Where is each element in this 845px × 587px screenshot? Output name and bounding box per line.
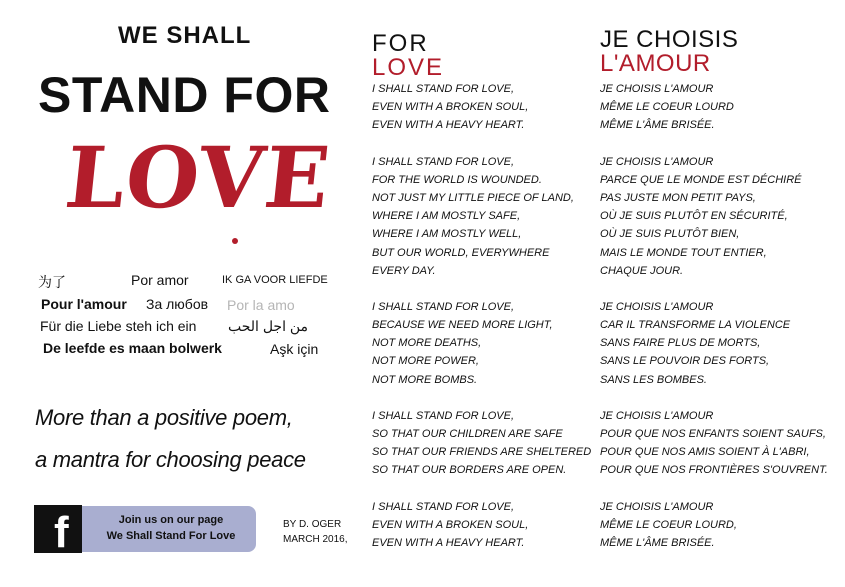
facebook-icon[interactable]: f	[34, 505, 82, 553]
lang-dutch: IK GA VOOR LIEFDE	[222, 274, 328, 286]
poem-line: SO THAT OUR FRIENDS ARE SHELTERED	[372, 446, 592, 459]
poem-line: BUT OUR WORLD, EVERYWHERE	[372, 246, 550, 259]
french-title-je-choisis: JE CHOISIS	[600, 26, 739, 53]
french-stanza	[600, 80, 828, 135]
poem-line: CAR IL TRANSFORME LA VIOLENCE	[600, 319, 791, 332]
poem-line: I SHALL STAND FOR LOVE,	[372, 83, 515, 95]
facebook-line-1: Join us on our page	[118, 514, 224, 526]
facebook-banner-text[interactable]	[86, 512, 256, 544]
poem-line: EVEN WITH A HEAVY HEART.	[372, 536, 525, 549]
poem-line: OÙ JE SUIS PLUTÔT EN SÉCURITÉ,	[600, 210, 788, 223]
poem-line: JE CHOISIS L'AMOUR	[600, 500, 714, 513]
french-stanza	[600, 407, 828, 480]
lang-german: Für die Liebe steh ich ein	[40, 318, 197, 334]
french-poem	[600, 80, 828, 570]
lang-turkish: Aşk için	[270, 341, 319, 357]
poem-line: PAS JUSTE MON PETIT PAYS,	[600, 191, 756, 204]
poem-line: SANS LES BOMBES.	[600, 373, 707, 386]
poem-line: EVEN WITH A HEAVY HEART.	[372, 119, 525, 132]
lang-flemish: De leefde es maan bolwerk	[43, 340, 222, 356]
poem-line: I SHALL STAND FOR LOVE,	[372, 300, 515, 313]
poem-line: SANS FAIRE PLUS DE MORTS,	[600, 337, 761, 350]
english-title-for: FOR	[372, 30, 429, 57]
poem-line: POUR QUE NOS FRONTIÈRES S'OUVRENT.	[600, 464, 828, 477]
poem-line: PARCE QUE LE MONDE EST DÉCHIRÉ	[600, 173, 802, 186]
lang-french: Pour l'amour	[41, 296, 127, 312]
poem-line: WHERE I AM MOSTLY SAFE,	[372, 210, 521, 223]
poem-line: NOT MORE DEATHS,	[372, 337, 482, 350]
poem-line: EVEN WITH A BROKEN SOUL,	[372, 101, 529, 114]
poem-line: JE CHOISIS L'AMOUR	[600, 409, 714, 422]
paint-splash	[232, 238, 238, 244]
french-stanza	[600, 153, 828, 280]
facebook-line-2: We Shall Stand For Love	[106, 530, 236, 542]
french-stanza	[600, 498, 828, 553]
poem-line: NOT MORE POWER,	[372, 355, 479, 368]
lang-spanish: Por amor	[131, 272, 189, 288]
english-stanza	[372, 407, 591, 480]
poem-line: CHAQUE JOUR.	[600, 264, 684, 277]
poem-line: BECAUSE WE NEED MORE LIGHT,	[372, 319, 553, 332]
byline	[283, 517, 347, 547]
heading-we-shall: WE SHALL	[118, 22, 252, 49]
english-stanza	[372, 153, 591, 280]
poem-line: MÊME LE COEUR LOURD	[600, 101, 734, 114]
poem-line: I SHALL STAND FOR LOVE,	[372, 409, 515, 422]
poem-line: NOT MORE BOMBS.	[372, 373, 478, 386]
heading-love: LOVE	[60, 128, 336, 227]
french-stanza	[600, 298, 828, 389]
poem-line: JE CHOISIS L'AMOUR	[600, 83, 714, 95]
poem-line: MÊME L'ÂME BRISÉE.	[600, 536, 715, 549]
lang-arabic: من اجل الحب	[228, 318, 309, 334]
english-stanza	[372, 498, 591, 553]
poem-line: MÊME LE COEUR LOURD,	[600, 518, 737, 531]
byline-date: MARCH 2016,	[283, 534, 348, 545]
byline-author: BY D. OGER	[283, 519, 342, 530]
poem-line: EVEN WITH A BROKEN SOUL,	[372, 518, 529, 531]
poem-line: MÊME L'ÂME BRISÉE.	[600, 119, 715, 132]
lang-chinese: 为了	[38, 274, 66, 290]
french-title-amour: L'AMOUR	[600, 50, 711, 77]
poem-line: JE CHOISIS L'AMOUR	[600, 155, 714, 168]
poem-line: FOR THE WORLD IS WOUNDED.	[372, 173, 542, 186]
english-poem	[372, 80, 591, 570]
poem-line: MAIS LE MONDE TOUT ENTIER,	[600, 246, 767, 259]
poem-line: EVERY DAY.	[372, 264, 436, 277]
heading-stand-for: STAND FOR	[38, 67, 331, 123]
english-stanza	[372, 298, 591, 389]
poem-line: POUR QUE NOS AMIS SOIENT À L'ABRI,	[600, 446, 810, 459]
poem-line: NOT JUST MY LITTLE PIECE OF LAND,	[372, 191, 574, 204]
poem-line: POUR QUE NOS ENFANTS SOIENT SAUFS,	[600, 428, 826, 440]
poem-line: WHERE I AM MOSTLY WELL,	[372, 228, 522, 241]
tagline-line-1: More than a positive poem,	[35, 405, 293, 430]
poem-line: I SHALL STAND FOR LOVE,	[372, 155, 515, 168]
lang-faded: Por la amo	[227, 297, 295, 313]
lang-russian: За любов	[146, 296, 209, 312]
tagline-line-2: a mantra for choosing peace	[35, 447, 306, 472]
english-title-love: LOVE	[372, 54, 445, 81]
poem-line: SO THAT OUR BORDERS ARE OPEN.	[372, 464, 567, 477]
poem-line: OÙ JE SUIS PLUTÔT BIEN,	[600, 228, 740, 241]
poem-line: SANS LE POUVOIR DES FORTS,	[600, 355, 770, 368]
poem-line: I SHALL STAND FOR LOVE,	[372, 500, 515, 513]
poem-line: JE CHOISIS L'AMOUR	[600, 300, 714, 313]
poem-line: SO THAT OUR CHILDREN ARE SAFE	[372, 428, 563, 440]
english-stanza	[372, 80, 591, 135]
